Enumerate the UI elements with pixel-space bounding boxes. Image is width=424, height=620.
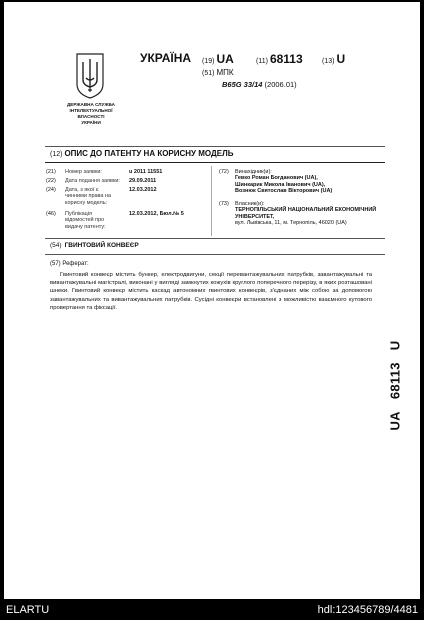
- divider: [45, 254, 385, 255]
- country-name: УКРАЇНА: [140, 51, 192, 65]
- biblio-22: (22) Дата подання заявки: 29.09.2011: [46, 178, 157, 184]
- document-title: (12) ОПИС ДО ПАТЕНТУ НА КОРИСНУ МОДЕЛЬ: [50, 149, 234, 158]
- patent-number: (11) 68113: [256, 52, 303, 66]
- abstract-text: Гвинтовий конвеєр містить бункер, електродвигуни, секції перевантажувальних патрубків, завантажувальні та вивантажувальні магістралі, виконані у вигляді замкнутих кожухів круглого поперечного перерізу, в яких розташовані шнеки. Гвинтовий конвеєр містить каскад автономних гвинтових конвеєрів, з'єднаних між собою за допомогою завантажувальних та вивантажувальних патрубків. Сусідні конвеєри встановлені з можливістю взаємного кутового провертання та фіксації.: [50, 272, 372, 311]
- agency-name: ДЕРЖАВНА СЛУЖБА ІНТЕЛЕКТУАЛЬНОЇ ВЛАСНОСТІ УКРАЇНИ: [67, 102, 115, 125]
- footer-handle: hdl:123456789/4481: [317, 604, 418, 616]
- footer-source: ELARTU: [6, 604, 50, 616]
- patent-page: ДЕРЖАВНА СЛУЖБА ІНТЕЛЕКТУАЛЬНОЇ ВЛАСНОСТІ УКРАЇНИ УКРАЇНА (19) UA (11) 68113 (13) U (51) МПК B65G 33/14 (2006.01) (12) ОПИС ДО ПАТЕНТУ НА КОРИСНУ МОДЕЛЬ (21) Номер заявки: u 2011 11551 (22) Дата подання заявки: 29.09.2011 (24) Дата, з якої є чинними права на корисну модель: 12.03.2012 (46) Публікація відомостей про видачу патенту: 12.03.2012, Бюл.№ 5 (72) Винахідник(и): Гевко Роман Богданович (UA), Шинкарик Микола Іванович (UA), Вознюк Святослав Вікторович (UA) (73) Власник(и): ТЕРНОПІЛЬСЬКИЙ НАЦІОНАЛЬНИЙ ЕКОНОМІЧНИЙ УНІВЕРСИТЕТ, вул. Львівська, 11, м. Тернопіль, 46020 (UA) (54) ГВИНТОВИЙ КОНВЕЄР (57) Реферат: Гвинтовий конвеєр містить бункер, електродвигуни, секції перевантажувальних патрубків, завантажувальні та вивантажувальні магістралі, виконані у вигляді замкнутих кожухів круглого поперечного перерізу, в яких розташовані шнеки. Гвинтовий конвеєр містить каскад автономних гвинтових конвеєрів, з'єднаних між собою за допомогою завантажувальних та вивантажувальних патрубків. Сусідні конвеєри встановлені з можливістю взаємного кутового провертання та фіксації. UA68113U: [4, 2, 420, 599]
- side-patent-id: UA68113U: [387, 340, 403, 431]
- biblio-24: (24) Дата, з якої є чинними права на корисну модель: 12.03.2012: [46, 187, 157, 206]
- ipc-label: (51) МПК: [202, 68, 234, 77]
- trident-emblem-icon: [75, 52, 105, 100]
- model-title: (54) ГВИНТОВИЙ КОНВЕЄР: [50, 242, 139, 249]
- country-code: (19) UA: [202, 52, 234, 66]
- column-divider: [211, 166, 212, 236]
- ipc-code: B65G 33/14 (2006.01): [222, 80, 297, 89]
- abstract-label: (57) Реферат:: [50, 261, 89, 267]
- biblio-46: (46) Публікація відомостей про видачу патенту: 12.03.2012, Бюл.№ 5: [46, 211, 184, 230]
- divider: [45, 146, 385, 147]
- biblio-21: (21) Номер заявки: u 2011 11551: [46, 169, 163, 175]
- document-kind: (13) U: [322, 52, 346, 66]
- divider: [45, 238, 385, 239]
- divider: [45, 162, 385, 163]
